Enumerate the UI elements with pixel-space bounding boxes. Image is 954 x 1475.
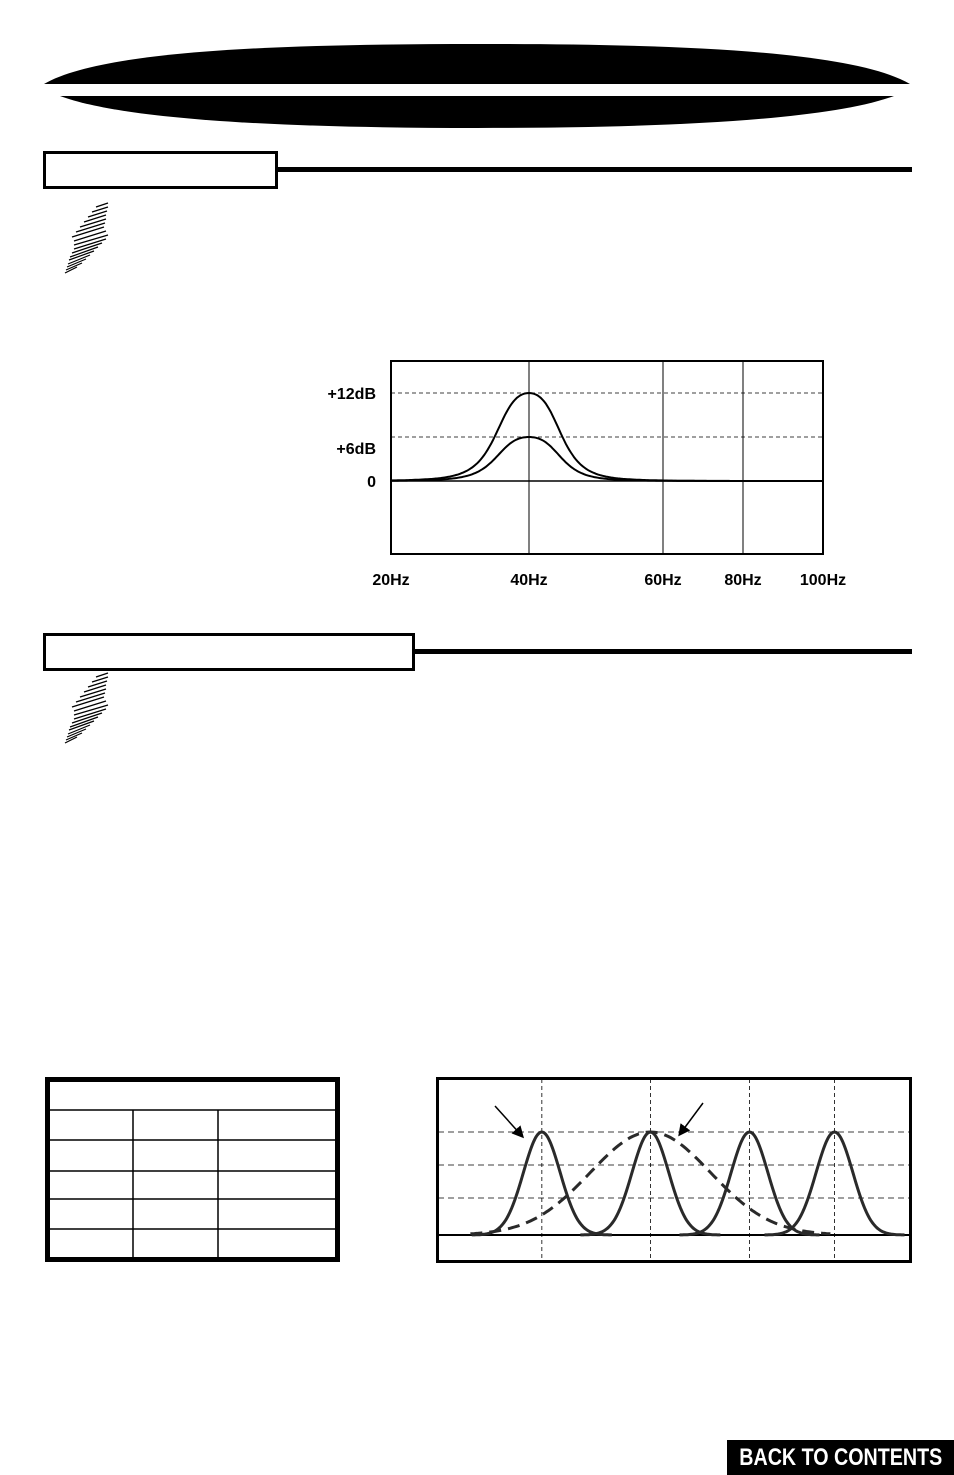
section-rule-1 [278,167,912,172]
x-tick-label: 40Hz [510,572,548,589]
section-title-box-2 [43,633,415,671]
section-rule-2 [415,649,912,654]
x-tick-label: 80Hz [724,572,762,589]
frequency-table [45,1077,340,1262]
y-tick-label: 0 [367,474,376,491]
x-tick-label: 20Hz [372,572,410,589]
plot-frame [391,361,823,554]
lightning-icon [62,201,112,277]
x-tick-label: 100Hz [799,572,847,589]
back-to-contents-button[interactable] [727,1440,954,1475]
peaks-chart [436,1077,912,1263]
lightning-icon [62,671,112,747]
section-title-box-1 [43,151,278,189]
back-to-contents-label: BACK TO CONTENTS [738,1443,943,1471]
eq-boost-chart [310,350,870,600]
page-banner [44,44,910,130]
y-tick-label: +6dB [336,441,376,458]
y-tick-label: +12dB [327,386,376,403]
x-tick-label: 60Hz [644,572,682,589]
